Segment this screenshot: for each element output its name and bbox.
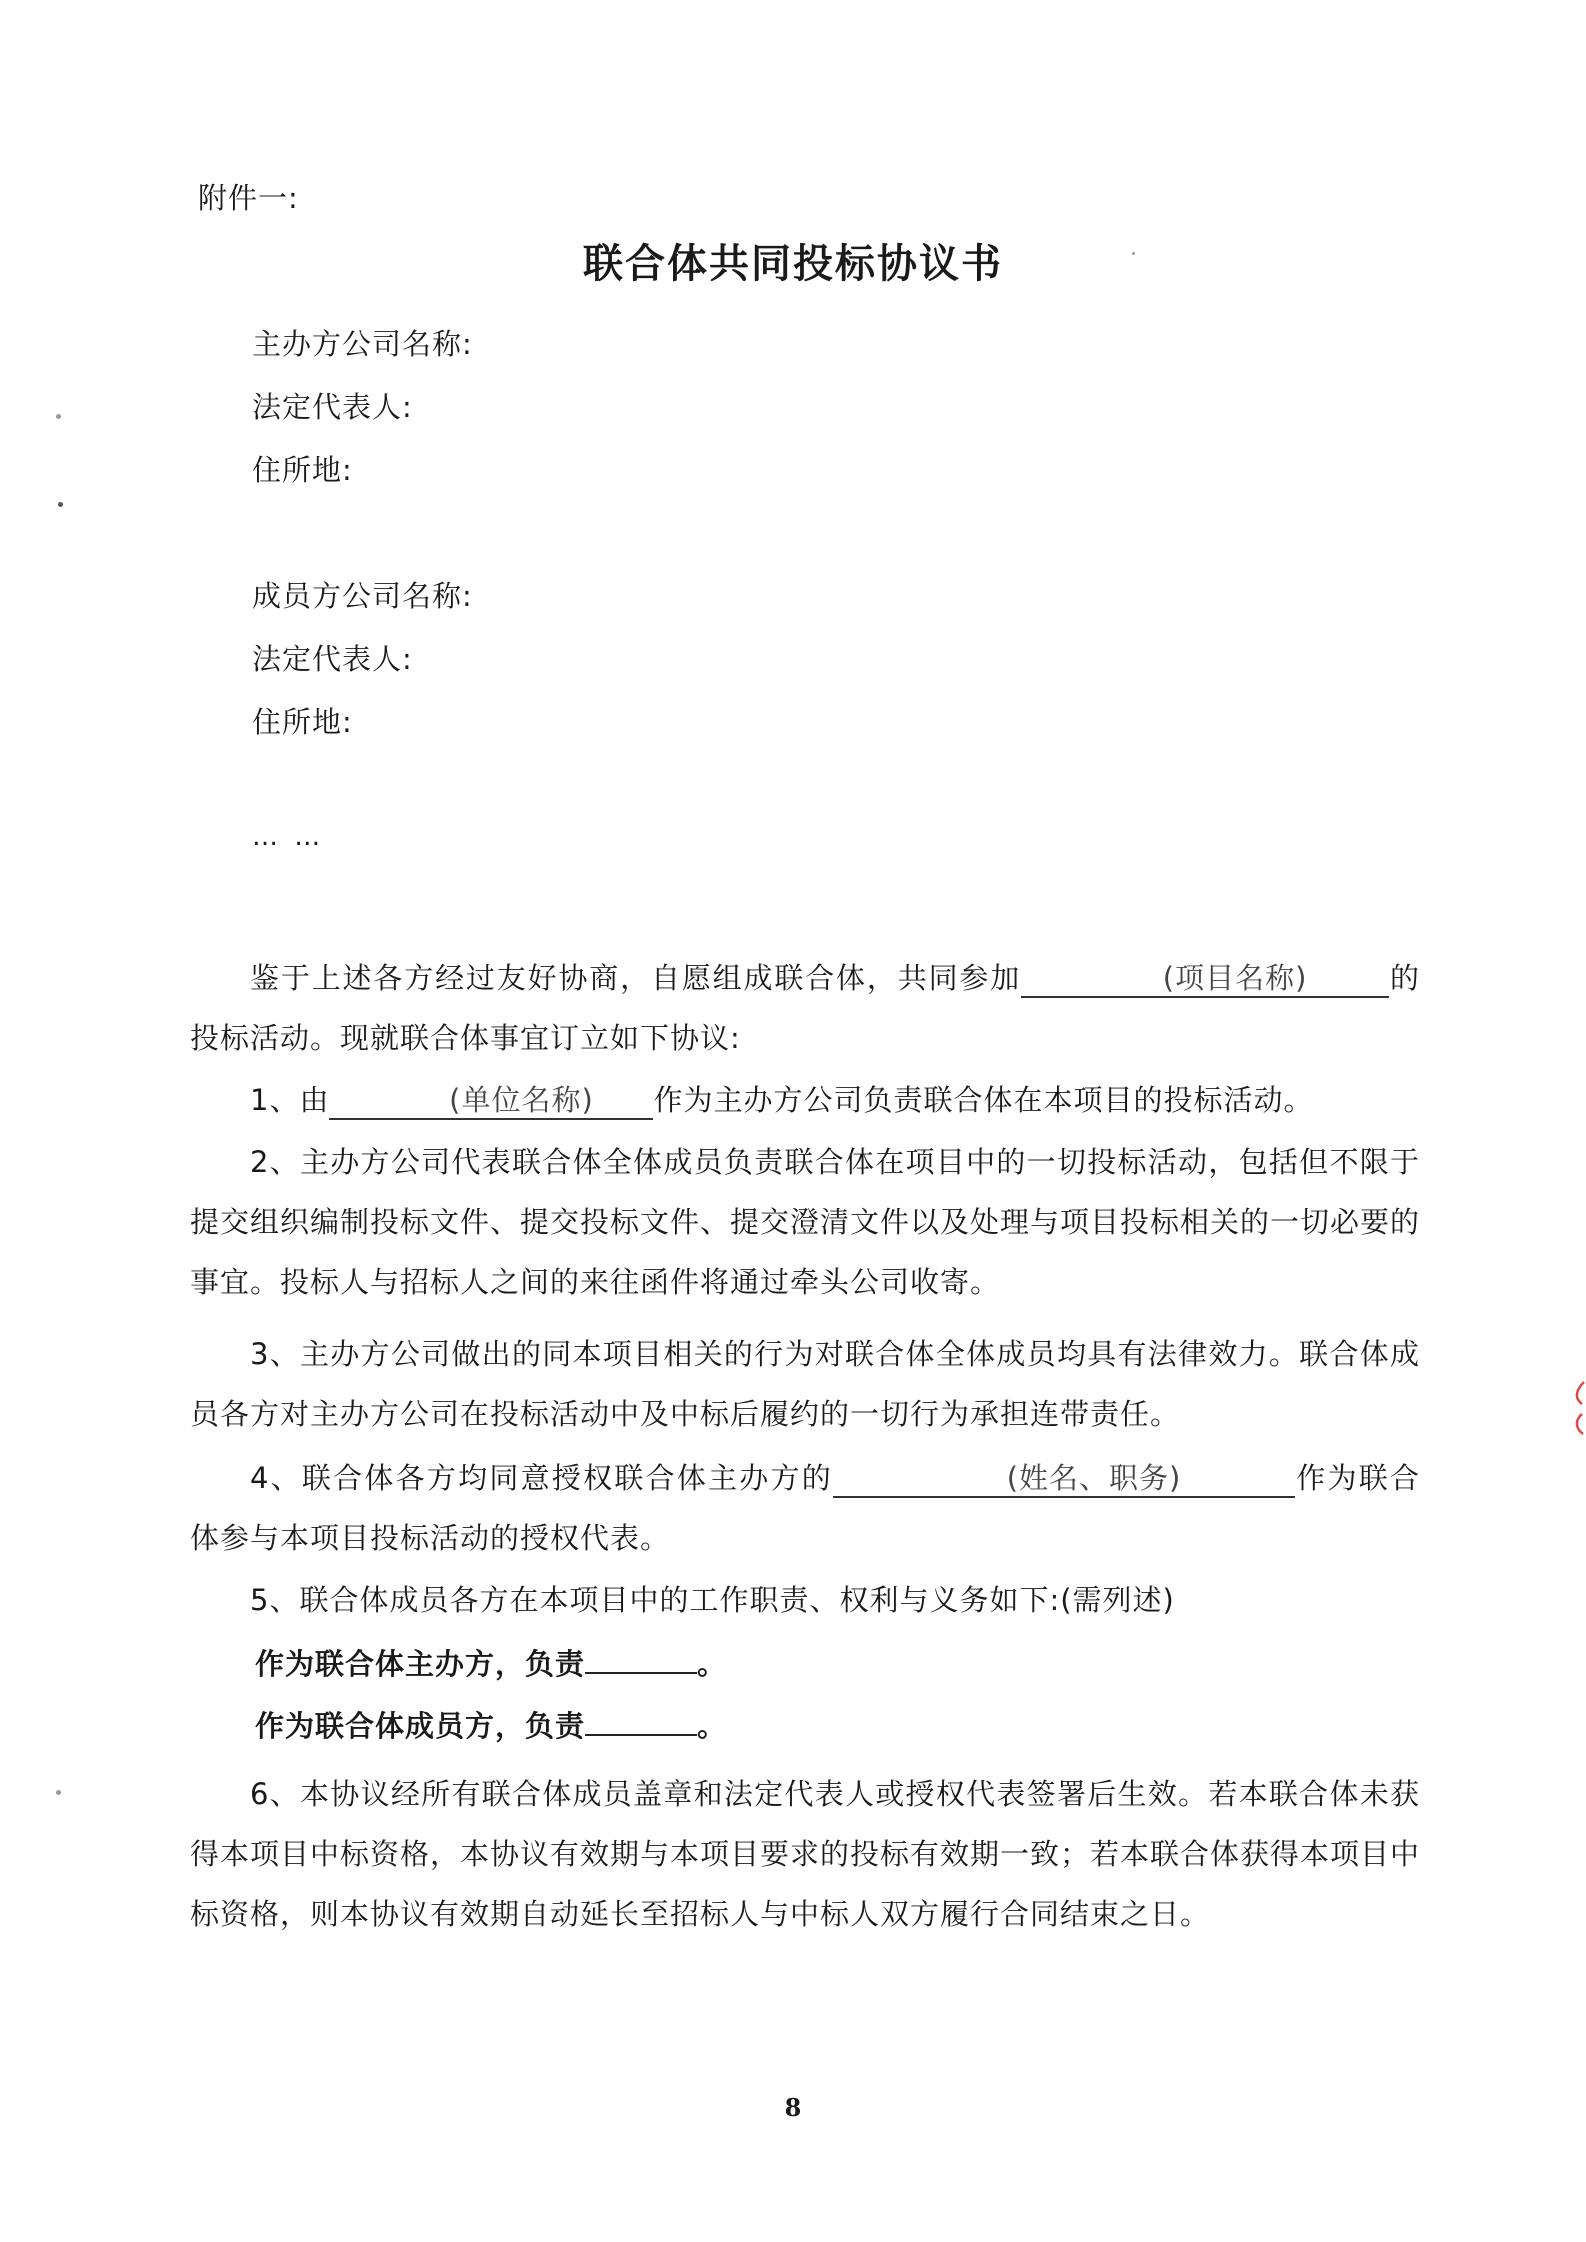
lead-address-label: 住所地: (252, 453, 353, 487)
clause-2: 2、主办方公司代表联合体全体成员负责联合体在项目中的一切投标活动，包括但不限于提交组织编制投标文件、提交投标文件、提交澄清文件以及处理与项目投标相关的一切必要的事宜。投标人与招标人之间的来往函件将通过牵头公司收寄。 (190, 1145, 1421, 1299)
duty-lead-text: 作为联合体主办方，负责 (255, 1647, 586, 1681)
clause-4-after: 作为联合体参与本项目投标活动的授权代表。 (190, 1461, 1420, 1555)
lead-company-label: 主办方公司名称: (252, 327, 473, 361)
clause-6: 6、本协议经所有联合体成员盖章和法定代表人或授权代表签署后生效。若本联合体未获得本项目中标资格，本协议有效期与本项目要求的投标有效期一致；若本联合体获得本项目中标资格，则本协议有效期自动延长至招标人与中标人双方履行合同结束之日。 (190, 1777, 1421, 1931)
scan-speck (56, 1790, 61, 1795)
red-stamp-edge-mark (1570, 1378, 1586, 1440)
duty-member-blank (585, 1734, 697, 1736)
duty-lead-end: 。 (697, 1647, 728, 1681)
duty-member-end: 。 (697, 1709, 728, 1743)
clause-4-before: 4、联合体各方均同意授权联合体主办方的 (250, 1461, 834, 1495)
scan-speck (58, 502, 63, 507)
duty-member-line (255, 1704, 727, 1745)
member-company-label: 成员方公司名称: (252, 579, 473, 613)
clause-3: 3、主办方公司做出的同本项目相关的行为对联合体全体成员均具有法律效力。联合体成员各方对主办方公司在投标活动中及中标后履约的一切行为承担连带责任。 (190, 1337, 1420, 1431)
intro-text-before: 鉴于上述各方经过友好协商，自愿组成联合体，共同参加 (250, 961, 1022, 995)
intro-paragraph (190, 948, 1420, 1068)
project-name-blank: (项目名称) (1021, 960, 1389, 998)
scan-speck (56, 414, 61, 419)
intro-text-after: 的投标活动。现就联合体事宜订立如下协议: (190, 961, 1420, 1055)
duty-lead-blank (585, 1672, 697, 1674)
document-title: 联合体共同投标协议书 (583, 241, 1003, 287)
clause-1 (190, 1070, 1420, 1130)
scan-speck (1132, 252, 1135, 255)
annex-label: 附件一: (198, 181, 299, 215)
unit-name-blank: (单位名称) (329, 1082, 653, 1120)
page-number: 8 (784, 2093, 802, 2122)
lead-rep-label: 法定代表人: (252, 390, 413, 424)
clause-4 (190, 1448, 1420, 1568)
name-title-blank: (姓名、职务) (833, 1460, 1295, 1498)
member-rep-label: 法定代表人: (252, 642, 413, 676)
duty-lead-line (255, 1642, 727, 1683)
duty-member-text: 作为联合体成员方，负责 (255, 1709, 586, 1743)
clause-5: 5、联合体成员各方在本项目中的工作职责、权利与义务如下:(需列述) (250, 1583, 1175, 1617)
clause-1-before: 1、由 (250, 1083, 330, 1117)
ellipsis: … … (252, 822, 325, 852)
member-address-label: 住所地: (252, 705, 353, 739)
clause-1-after: 作为主办方公司负责联合体在本项目的投标活动。 (653, 1083, 1314, 1117)
